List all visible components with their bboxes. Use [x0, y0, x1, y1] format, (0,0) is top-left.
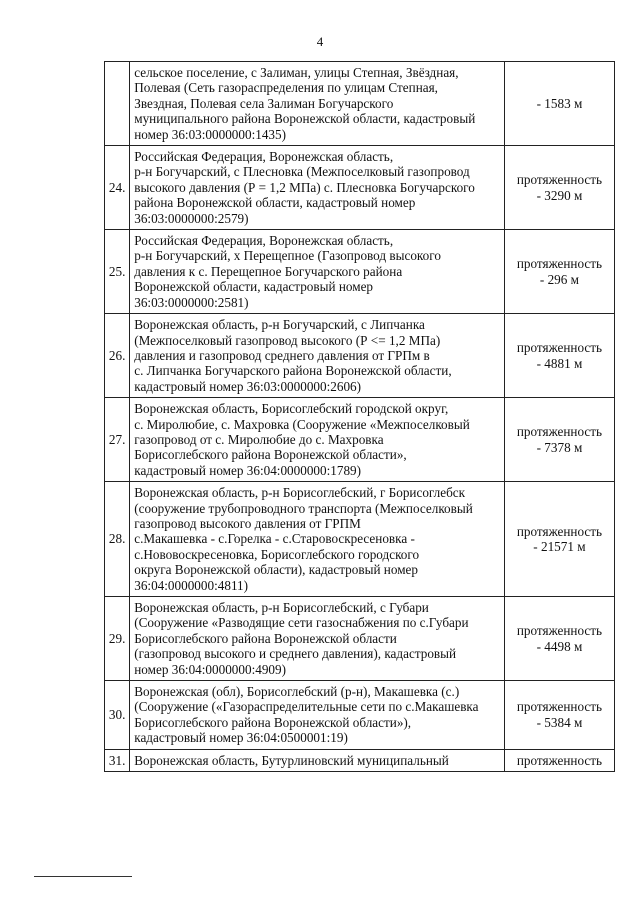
row-number: 24. — [105, 146, 130, 230]
page-number: 4 — [316, 34, 324, 49]
description-line: района Воронежской области, кадастровый номер — [134, 195, 416, 211]
description-line: округа Воронежской области), кадастровый номер — [134, 562, 418, 578]
description-line: (сооружение трубопроводного транспорта (Межпоселковый — [134, 500, 473, 516]
description-line: Полевая (Сеть газораспределения по улицам Степная, — [134, 80, 438, 96]
object-description — [130, 597, 505, 681]
description-line: Российская Федерация, Воронежская область, — [134, 149, 394, 165]
description-line: Воронежской области, кадастровый номер — [134, 279, 374, 295]
gas-pipeline-registry-table — [104, 61, 615, 772]
row-number: 26. — [105, 314, 130, 398]
object-description — [130, 146, 505, 230]
table-row — [105, 482, 615, 597]
description-line: с.Макашевка - с.Горелка - с.Старовоскресеновка - — [134, 531, 415, 547]
description-line: номер 36:04:0000000:4909) — [134, 661, 287, 677]
description-line: Воронежская область, р-н Борисоглебский, с Губари — [134, 600, 429, 615]
description-line: (Межпоселковый газопровод высокого (Р <= 1,2 МПа) — [134, 332, 441, 348]
description-line: р-н Богучарский, х Перещепное (Газопровод высокого — [134, 248, 441, 264]
footnote-divider — [34, 876, 132, 877]
description-line: давления и газопровод среднего давления от ГРПм в — [134, 347, 430, 363]
object-description — [130, 482, 505, 597]
description-line: (Сооружение («Газораспределительные сети по с.Макашевка — [134, 699, 479, 715]
pipeline-length: протяженность - 3290 м — [504, 146, 614, 230]
description-line: 36:03:0000000:2579) — [134, 210, 249, 226]
description-line: высокого давления (Р = 1,2 МПа) с. Плесновка Богучарского — [134, 179, 475, 195]
object-description — [130, 314, 505, 398]
description-line: (Сооружение «Разводящие сети газоснабжения по с.Губари — [134, 615, 469, 631]
table-row — [105, 62, 615, 146]
pipeline-length: протяженность - 21571 м — [504, 482, 614, 597]
description-line: газопровод высокого давления от ГРПМ — [134, 515, 361, 531]
object-description — [130, 62, 505, 146]
table-row — [105, 597, 615, 681]
description-line: 36:04:0000000:4811) — [134, 577, 249, 593]
row-number: 29. — [105, 597, 130, 681]
description-line: Звездная, Полевая села Залиман Богучарского — [134, 95, 394, 111]
table-row — [105, 398, 615, 482]
table-row — [105, 749, 615, 771]
table-row — [105, 146, 615, 230]
row-number: 30. — [105, 681, 130, 750]
description-line: сельское поселение, с Залиман, улицы Степная, Звёздная, — [134, 65, 459, 80]
row-number: 31. — [105, 749, 130, 771]
table-row — [105, 230, 615, 314]
description-line: Воронежская область, р-н Богучарский, с Липчанка — [134, 317, 425, 333]
description-line: Борисоглебского района Воронежской области — [134, 630, 397, 646]
description-line: р-н Богучарский, с Плесновка (Межпоселковый газопровод — [134, 164, 470, 180]
description-line: Воронежская область, Борисоглебский городской округ, — [134, 401, 449, 417]
row-number — [105, 62, 130, 146]
description-line: давления к с. Перещепное Богучарского района — [134, 263, 403, 279]
description-line: Борисоглебского района Воронежской области», — [134, 447, 407, 463]
pipeline-length: протяженность - 4498 м — [504, 597, 614, 681]
description-line: 36:03:0000000:2581) — [134, 294, 249, 310]
description-line: Воронежская область, р-н Борисоглебский, г Борисоглебск — [134, 485, 466, 501]
pipeline-length: протяженность - 5384 м — [504, 681, 614, 750]
object-description — [130, 749, 505, 771]
table-row — [105, 314, 615, 398]
pipeline-length: - 1583 м — [504, 62, 614, 146]
description-line: номер 36:03:0000000:1435) — [134, 126, 287, 142]
object-description — [130, 681, 505, 750]
description-line: (газопровод высокого и среднего давления), кадастровый — [134, 646, 457, 662]
object-description — [130, 230, 505, 314]
pipeline-length: протяженность — [504, 749, 614, 771]
description-line: газопровод от с. Миролюбие до с. Махровка — [134, 431, 384, 447]
description-line: с. Липчанка Богучарского района Воронежской области, — [134, 363, 452, 379]
description-line: с. Миролюбие, с. Махровка (Сооружение «Межпоселковый — [134, 416, 470, 432]
pipeline-length: протяженность - 7378 м — [504, 398, 614, 482]
description-line: с.Нововоскресеновка, Борисоглебского городского — [134, 546, 420, 562]
table-row — [105, 681, 615, 750]
pipeline-length: протяженность - 296 м — [504, 230, 614, 314]
row-number: 28. — [105, 482, 130, 597]
description-line: Воронежская область, Бутурлиновский муниципальный — [134, 752, 449, 768]
pipeline-length: протяженность - 4881 м — [504, 314, 614, 398]
row-number: 27. — [105, 398, 130, 482]
row-number: 25. — [105, 230, 130, 314]
registry-body — [105, 62, 615, 772]
object-description — [130, 398, 505, 482]
description-line: кадастровый номер 36:04:0000000:1789) — [134, 462, 362, 478]
description-line: кадастровый номер 36:04:0500001:19) — [134, 730, 348, 746]
description-line: Борисоглебского района Воронежской области»), — [134, 714, 412, 730]
description-line: муниципального района Воронежской области, кадастровый — [134, 111, 476, 127]
description-line: Воронежская (обл), Борисоглебский (р-н), Макашевка (с.) — [134, 684, 460, 700]
description-line: кадастровый номер 36:03:0000000:2606) — [134, 378, 362, 394]
description-line: Российская Федерация, Воронежская область, — [134, 233, 394, 249]
